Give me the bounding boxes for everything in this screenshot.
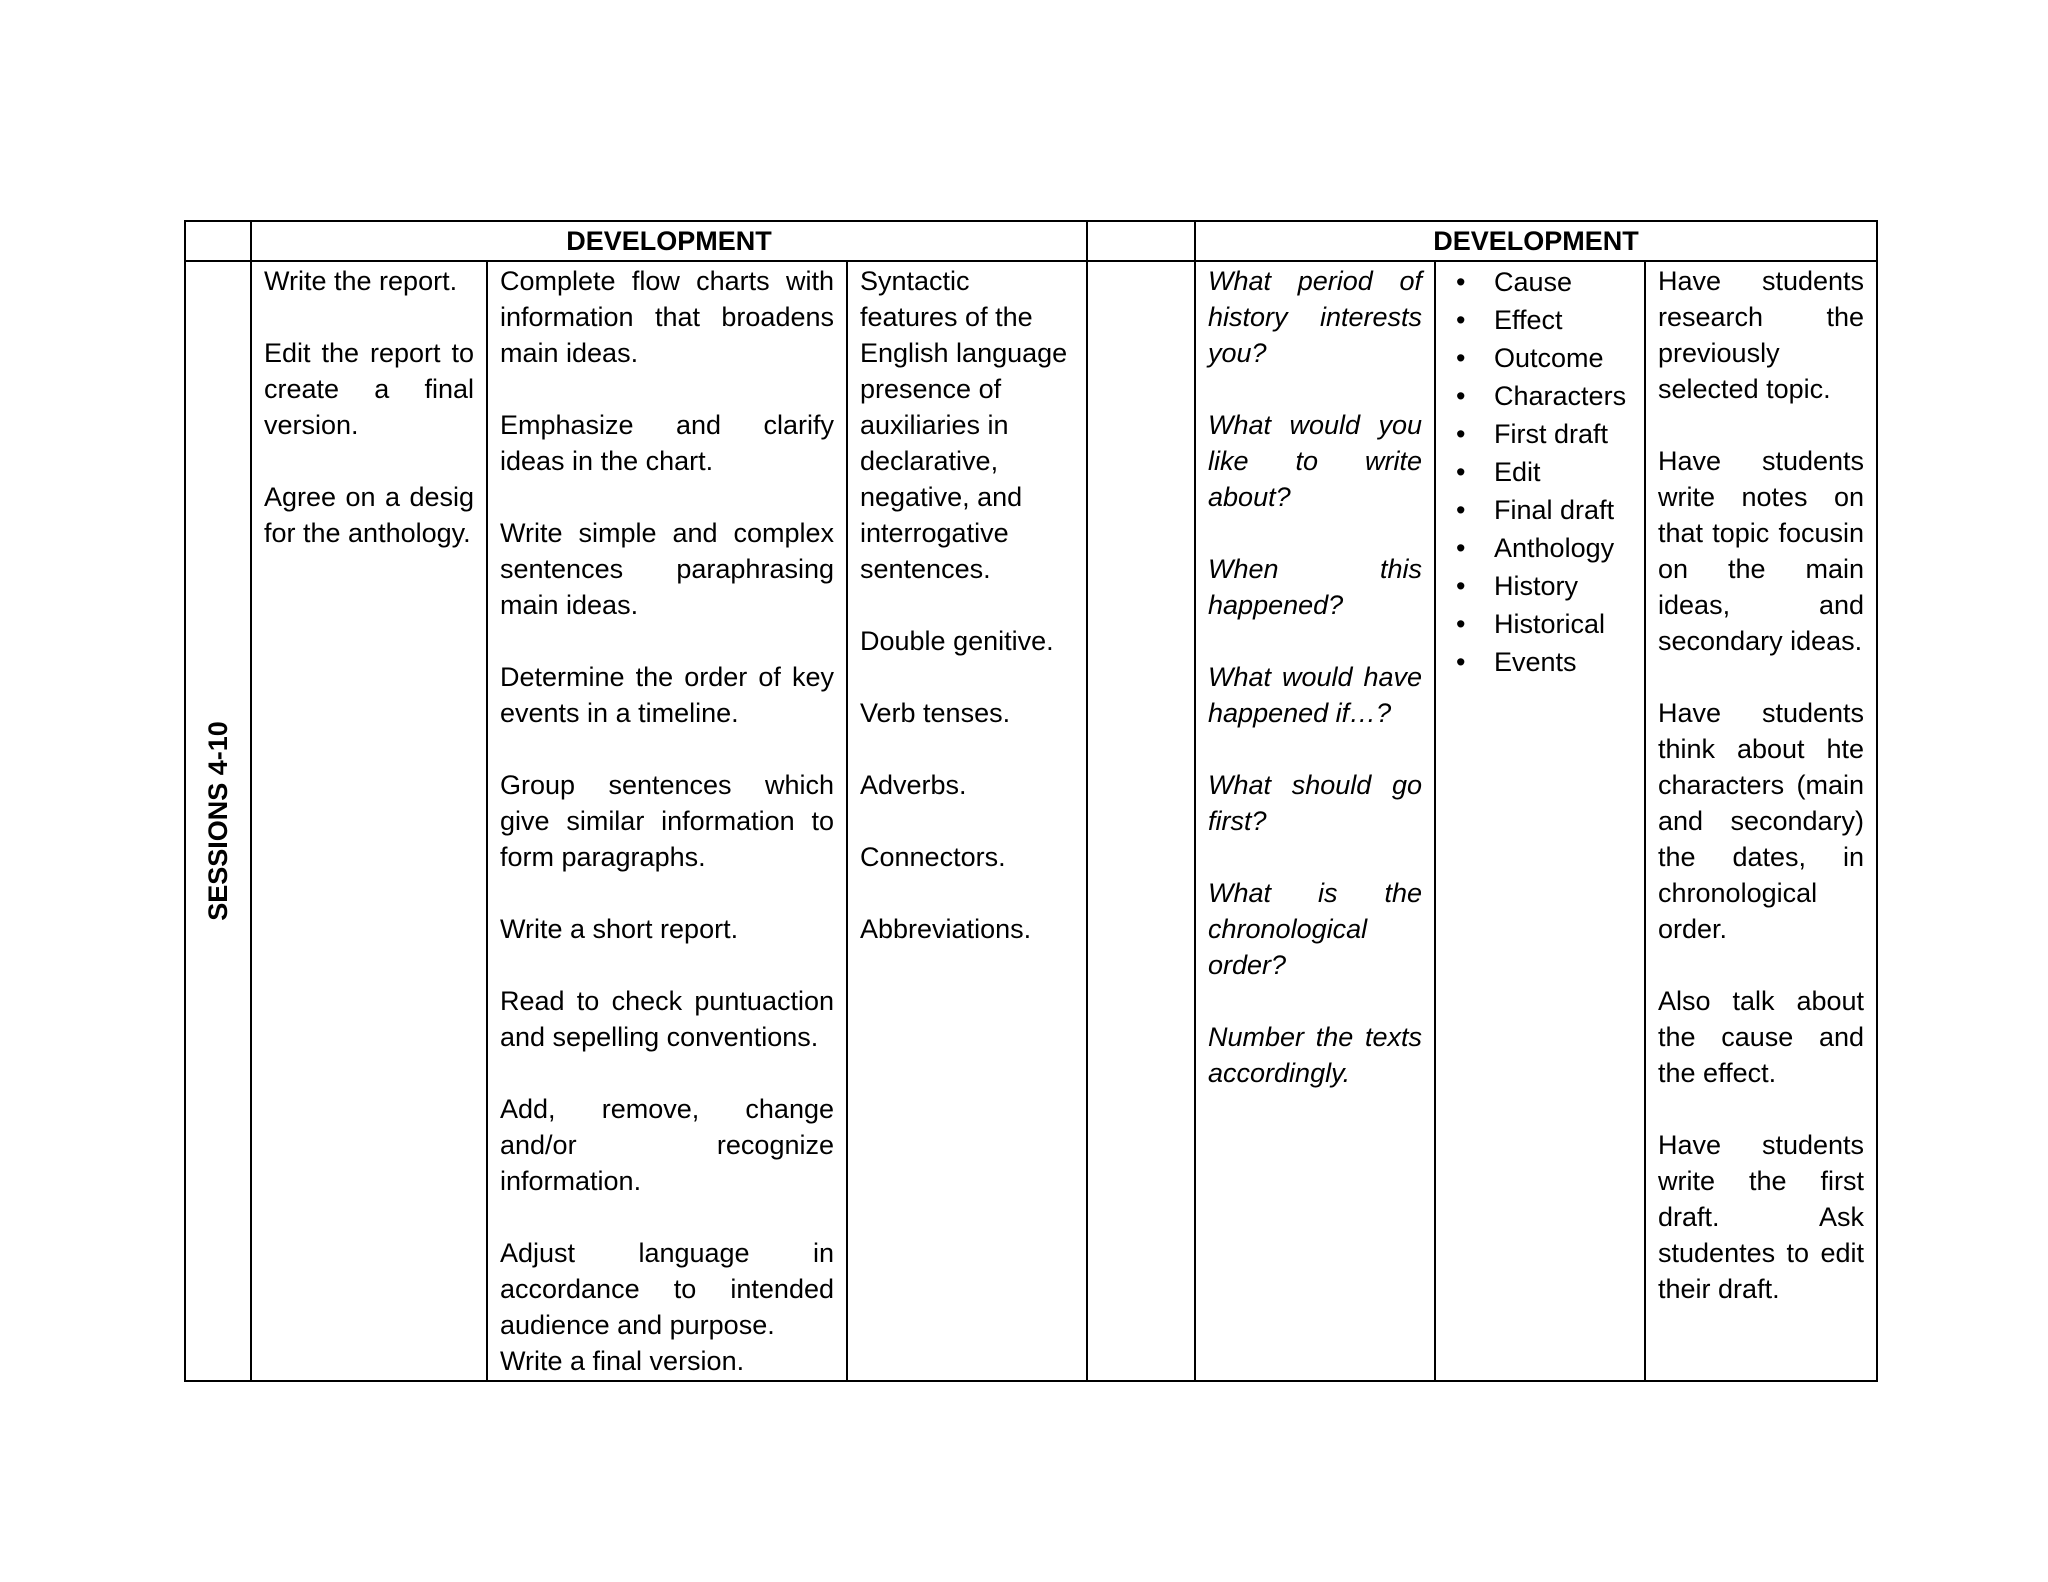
- activities-cell: [487, 261, 847, 1381]
- question-item: Number the texts accordingly.: [1208, 1022, 1423, 1088]
- question-item: What would have happened if…?: [1208, 662, 1423, 728]
- bullet-icon: •: [1456, 305, 1466, 335]
- list-item: • Anthology: [1448, 529, 1632, 567]
- language-item: Connectors.: [860, 842, 1006, 872]
- teacher-cell: [1645, 261, 1877, 1381]
- teacher-item: Have students research the previously selected topic.: [1658, 266, 1865, 404]
- list-item: • Final draft: [1448, 491, 1632, 529]
- language-item: Double genitive.: [860, 626, 1054, 656]
- bullet-icon: •: [1456, 571, 1466, 601]
- question-item: What is the chronological order?: [1208, 878, 1423, 980]
- activity-item: Add, remove, change and/or recognize information.: [500, 1094, 834, 1196]
- teacher-item: Have students think about hte characters (main and secondary) the dates, in chronological order.: [1658, 698, 1865, 944]
- list-item: • History: [1448, 567, 1632, 605]
- activity-item: Write a short report.: [500, 914, 739, 944]
- session-cell: [185, 261, 251, 1381]
- questions-cell: [1195, 261, 1435, 1381]
- task-item: Agree on a desig for the anthology.: [264, 482, 474, 548]
- body-row: [185, 261, 1877, 1381]
- language-item: Abbreviations.: [860, 914, 1032, 944]
- activity-item: Adjust language in accordance to intended audience and purpose.: [500, 1238, 834, 1340]
- tasks-cell: [251, 261, 487, 1381]
- question-item: What should go first?: [1208, 770, 1423, 836]
- bullet-icon: •: [1456, 381, 1466, 411]
- activity-item: Write simple and complex sentences paraphrasing main ideas.: [500, 518, 834, 620]
- question-item: When this happened?: [1208, 554, 1423, 620]
- list-item: • Effect: [1448, 301, 1632, 339]
- bullet-icon: •: [1456, 609, 1466, 639]
- list-item: • Characters: [1448, 377, 1632, 415]
- language-cell: [847, 261, 1087, 1381]
- session-label: SESSIONS 4-10: [203, 721, 233, 921]
- bullet-icon: •: [1456, 533, 1466, 563]
- list-item: • Outcome: [1448, 339, 1632, 377]
- list-item: • Events: [1448, 643, 1632, 681]
- teacher-item: Also talk about the cause and the effect.: [1658, 986, 1865, 1088]
- header-row: [185, 221, 1877, 261]
- language-item: Verb tenses.: [860, 698, 1011, 728]
- language-item: Syntactic features of the English language presence of auxiliaries in declarative, negative, and interrogative sentences.: [860, 266, 1068, 584]
- activity-item: Emphasize and clarify ideas in the chart.: [500, 410, 834, 476]
- list-item: • Cause: [1448, 263, 1632, 301]
- task-item: Write the report.: [264, 266, 458, 296]
- bullet-icon: •: [1456, 457, 1466, 487]
- vocabulary-list: [1448, 263, 1632, 681]
- activity-item: Complete flow charts with information that broadens main ideas.: [500, 266, 834, 368]
- list-item: • Edit: [1448, 453, 1632, 491]
- activity-item: Write a final version.: [500, 1346, 745, 1376]
- left-header: DEVELOPMENT: [251, 221, 1087, 261]
- bullet-icon: •: [1456, 419, 1466, 449]
- corner-cell: [185, 221, 251, 261]
- task-item: Edit the report to create a final version.: [264, 338, 474, 440]
- bullet-icon: •: [1456, 495, 1466, 525]
- bullet-icon: •: [1456, 343, 1466, 373]
- activity-item: Group sentences which give similar information to form paragraphs.: [500, 770, 834, 872]
- spacer-header-cell: [1087, 221, 1195, 261]
- question-item: What would you like to write about?: [1208, 410, 1423, 512]
- list-item: • First draft: [1448, 415, 1632, 453]
- language-item: Adverbs.: [860, 770, 967, 800]
- spacer-cell: [1087, 261, 1195, 1381]
- teacher-item: Have students write the first draft. Ask studentes to edit their draft.: [1658, 1130, 1865, 1304]
- bullet-icon: •: [1456, 267, 1466, 297]
- teacher-item: Have students write notes on that topic focusin on the main ideas, and secondary ideas.: [1658, 446, 1865, 656]
- question-item: What period of history interests you?: [1208, 266, 1423, 368]
- list-item: • Historical: [1448, 605, 1632, 643]
- planning-table: [184, 220, 1878, 1382]
- activity-item: Determine the order of key events in a timeline.: [500, 662, 834, 728]
- vocabulary-cell: [1435, 261, 1645, 1381]
- activity-item: Read to check puntuaction and sepelling conventions.: [500, 986, 834, 1052]
- bullet-icon: •: [1456, 647, 1466, 677]
- right-header: DEVELOPMENT: [1195, 221, 1877, 261]
